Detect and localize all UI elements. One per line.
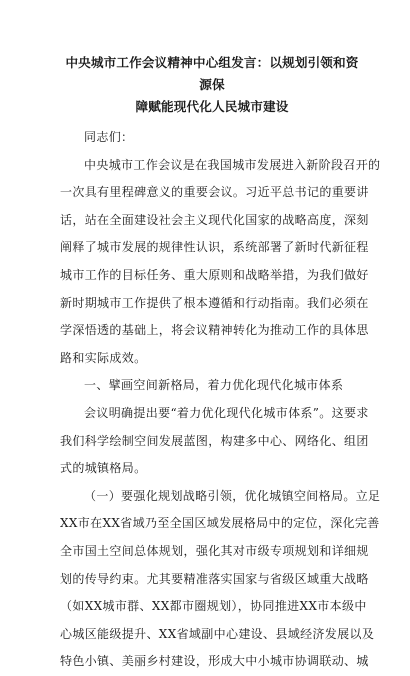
document-title — [60, 52, 364, 118]
title-line: 障赋能现代化人民城市建设 — [135, 99, 289, 114]
text-line: 阐释了城市发展的规律性认识，系统部署了新时代新征程 — [60, 240, 369, 255]
text-line: 特色小镇、美丽乡村建设，形成大中小城市协调联动、城 — [60, 654, 369, 669]
heading-line: 一、擘画空间新格局，着力优化现代化城市体系 — [84, 378, 344, 393]
paragraph-section-intro — [60, 400, 369, 483]
section-heading — [60, 372, 364, 400]
text-line: 学深悟透的基础上，将会议精神转化为推动工作的具体思 — [60, 323, 369, 338]
text-line: 全市国土空间总体规划，强化其对市级专项规划和详细规 — [60, 543, 369, 558]
text-line: 划的传导约束。尤其要精准落实国家与省级区域重大战略 — [60, 571, 369, 586]
paragraph-intro — [60, 152, 381, 373]
text-line: 我们科学绘制空间发展蓝图，构建多中心、网络化、组团 — [60, 433, 369, 448]
title-line: 中央城市工作会议精神中心组发言：以规划引领和资源保 — [65, 55, 359, 92]
salutation-text: 同志们： — [84, 130, 134, 144]
text-line: XX市在XX省域乃至全国区域发展格局中的定位，深化完善 — [60, 516, 380, 531]
text-line: 话，站在全面建设社会主义现代化国家的战略高度，深刻 — [60, 212, 369, 227]
text-line: （如XX城市群、XX都市圈规划），协同推进XX市本级中 — [60, 599, 367, 614]
text-line: 心城区能级提升、XX省域副中心建设、县域经济发展以及 — [60, 626, 375, 641]
text-line: 式的城镇格局。 — [60, 461, 147, 476]
text-line: 中央城市工作会议是在我国城市发展进入新阶段召开的 — [84, 157, 381, 172]
text-line: （一）要强化规划战略引领，优化城镇空间格局。立足 — [84, 488, 381, 503]
text-line: 新时期城市工作提供了根本遵循和行动指南。我们必须在 — [60, 295, 369, 310]
text-line: 路和实际成效。 — [60, 350, 147, 365]
paragraph-subsection-1 — [60, 483, 381, 676]
salutation — [60, 124, 364, 152]
text-line: 会议明确提出要“着力优化现代化城市体系”。这要求 — [84, 405, 369, 420]
text-line: 一次具有里程碑意义的重要会议。习近平总书记的重要讲 — [60, 185, 369, 200]
text-line: 城市工作的目标任务、重大原则和战略举措，为我们做好 — [60, 267, 369, 282]
